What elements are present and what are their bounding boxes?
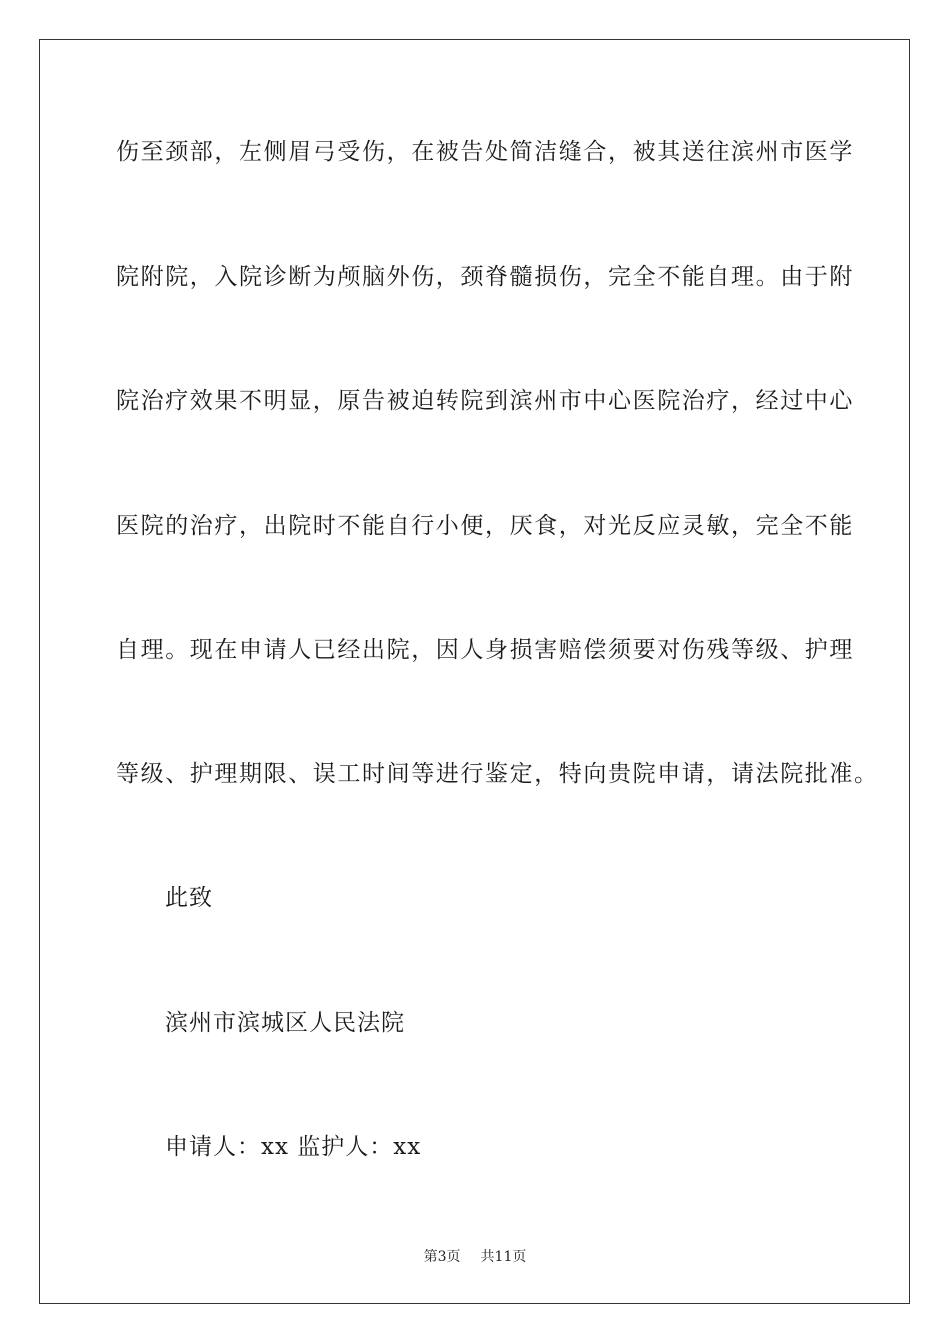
signature-line: 申请人：xx 监护人：xx: [165, 1134, 422, 1160]
body-line-6: 等级、护理期限、误工时间等进行鉴定，特向贵院申请，请法院批准。: [116, 761, 879, 787]
page-number: 第3页: [423, 1249, 461, 1265]
page-footer: [0, 1248, 950, 1266]
body-line-1: 伤至颈部，左侧眉弓受伤，在被告处简洁缝合，被其送往滨州市医学: [116, 139, 854, 165]
body-line-2: 院附院，入院诊断为颅脑外伤，颈脊髓损伤，完全不能自理。由于附: [116, 264, 854, 290]
body-line-5: 自理。现在申请人已经出院，因人身损害赔偿须要对伤残等级、护理: [116, 637, 854, 663]
body-line-3: 院治疗效果不明显，原告被迫转院到滨州市中心医院治疗，经过中心: [116, 388, 854, 414]
page-border: [39, 39, 910, 1304]
recipient-court: 滨州市滨城区人民法院: [165, 1010, 405, 1036]
page-total: 共11页: [480, 1249, 527, 1265]
body-line-4: 医院的治疗，出院时不能自行小便，厌食，对光反应灵敏，完全不能: [116, 513, 854, 539]
closing-salutation: 此致: [165, 885, 213, 911]
